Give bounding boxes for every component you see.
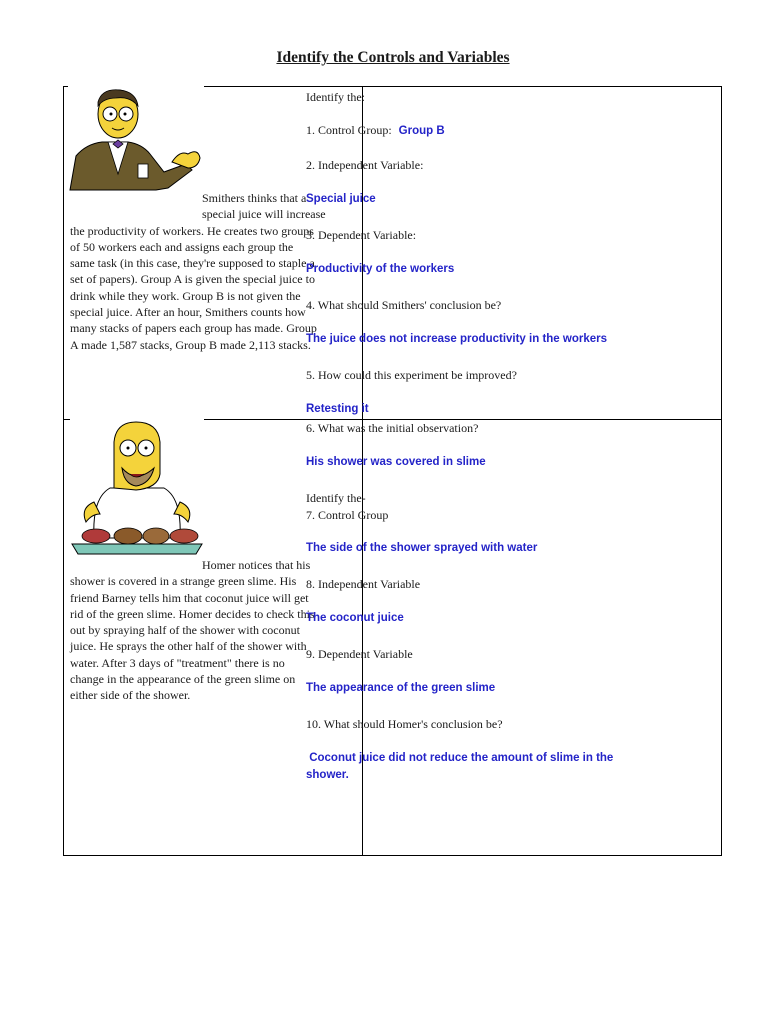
story-line: special juice will increase bbox=[202, 207, 326, 222]
answer-8: The coconut juice bbox=[306, 612, 404, 624]
answer-9: The appearance of the green slime bbox=[306, 682, 496, 694]
answer-2: Special juice bbox=[306, 193, 376, 205]
story-line: water. After 3 days of "treatment" there is no bbox=[70, 655, 285, 670]
story-line: many stacks of papers each group has made. Group bbox=[70, 321, 317, 336]
answer-5: Retesting it bbox=[306, 403, 369, 415]
identify-intro: Identify the: bbox=[306, 90, 365, 104]
story-line: same task (in this case, they're supposed to staple a bbox=[70, 256, 315, 271]
answer-10-line-1: Coconut juice did not reduce the amount of slime in the bbox=[306, 752, 614, 764]
question-2: 2. Independent Variable: bbox=[306, 158, 424, 172]
story-line: shower is covered in a strange green slime. His bbox=[70, 574, 297, 589]
question-1-label: 1. Control Group: bbox=[306, 123, 392, 137]
smithers-illustration bbox=[68, 84, 204, 192]
identify-intro-2: Identify the- bbox=[306, 491, 366, 505]
story-line: change in the appearance of the green slime on bbox=[70, 672, 296, 687]
page-title: Identify the Controls and Variables bbox=[276, 49, 510, 66]
question-8: 8. Independent Variable bbox=[306, 577, 421, 591]
story-line: rid of the green slime. Homer decides to check this bbox=[70, 606, 315, 621]
answer-6: His shower was covered in slime bbox=[306, 456, 486, 468]
question-9: 9. Dependent Variable bbox=[306, 647, 413, 661]
story-line: special juice. After an hour, Smithers counts how bbox=[70, 305, 306, 320]
answer-1: Group B bbox=[398, 125, 445, 137]
story-line: Smithers thinks that a bbox=[202, 191, 307, 205]
question-5: 5. How could this experiment be improved? bbox=[306, 368, 517, 382]
answer-10-line-2: shower. bbox=[306, 769, 349, 781]
question-6: 6. What was the initial observation? bbox=[306, 421, 479, 435]
story-line: of 50 workers each and assigns each group the bbox=[70, 239, 294, 254]
story-line: out by spraying half of the shower with coconut bbox=[70, 623, 300, 638]
story-line: either side of the shower. bbox=[70, 688, 191, 703]
story-line: juice. He sprays the other half of the shower with bbox=[70, 639, 307, 654]
story-line: A made 1,587 stacks, Group B made 2,113 stacks. bbox=[70, 337, 311, 352]
question-3: 3. Dependent Variable: bbox=[306, 228, 417, 242]
story-line: set of papers). Group A is given the special juice to bbox=[70, 272, 315, 287]
story-line: the productivity of workers. He creates two groups bbox=[70, 223, 314, 238]
story-line: friend Barney tells him that coconut juice will get bbox=[70, 590, 309, 605]
answer-3: Productivity of the workers bbox=[306, 263, 455, 275]
question-4: 4. What should Smithers' conclusion be? bbox=[306, 298, 502, 312]
question-10: 10. What should Homer's conclusion be? bbox=[306, 717, 503, 731]
question-7: 7. Control Group bbox=[306, 508, 389, 522]
question-1 bbox=[306, 123, 445, 138]
answer-7: The side of the shower sprayed with water bbox=[306, 542, 538, 554]
answer-4: The juice does not increase productivity in the workers bbox=[306, 333, 607, 345]
homer-illustration bbox=[70, 418, 204, 558]
story-line: Homer notices that his bbox=[202, 558, 311, 572]
story-line: drink while they work. Group B is not given the bbox=[70, 288, 301, 303]
